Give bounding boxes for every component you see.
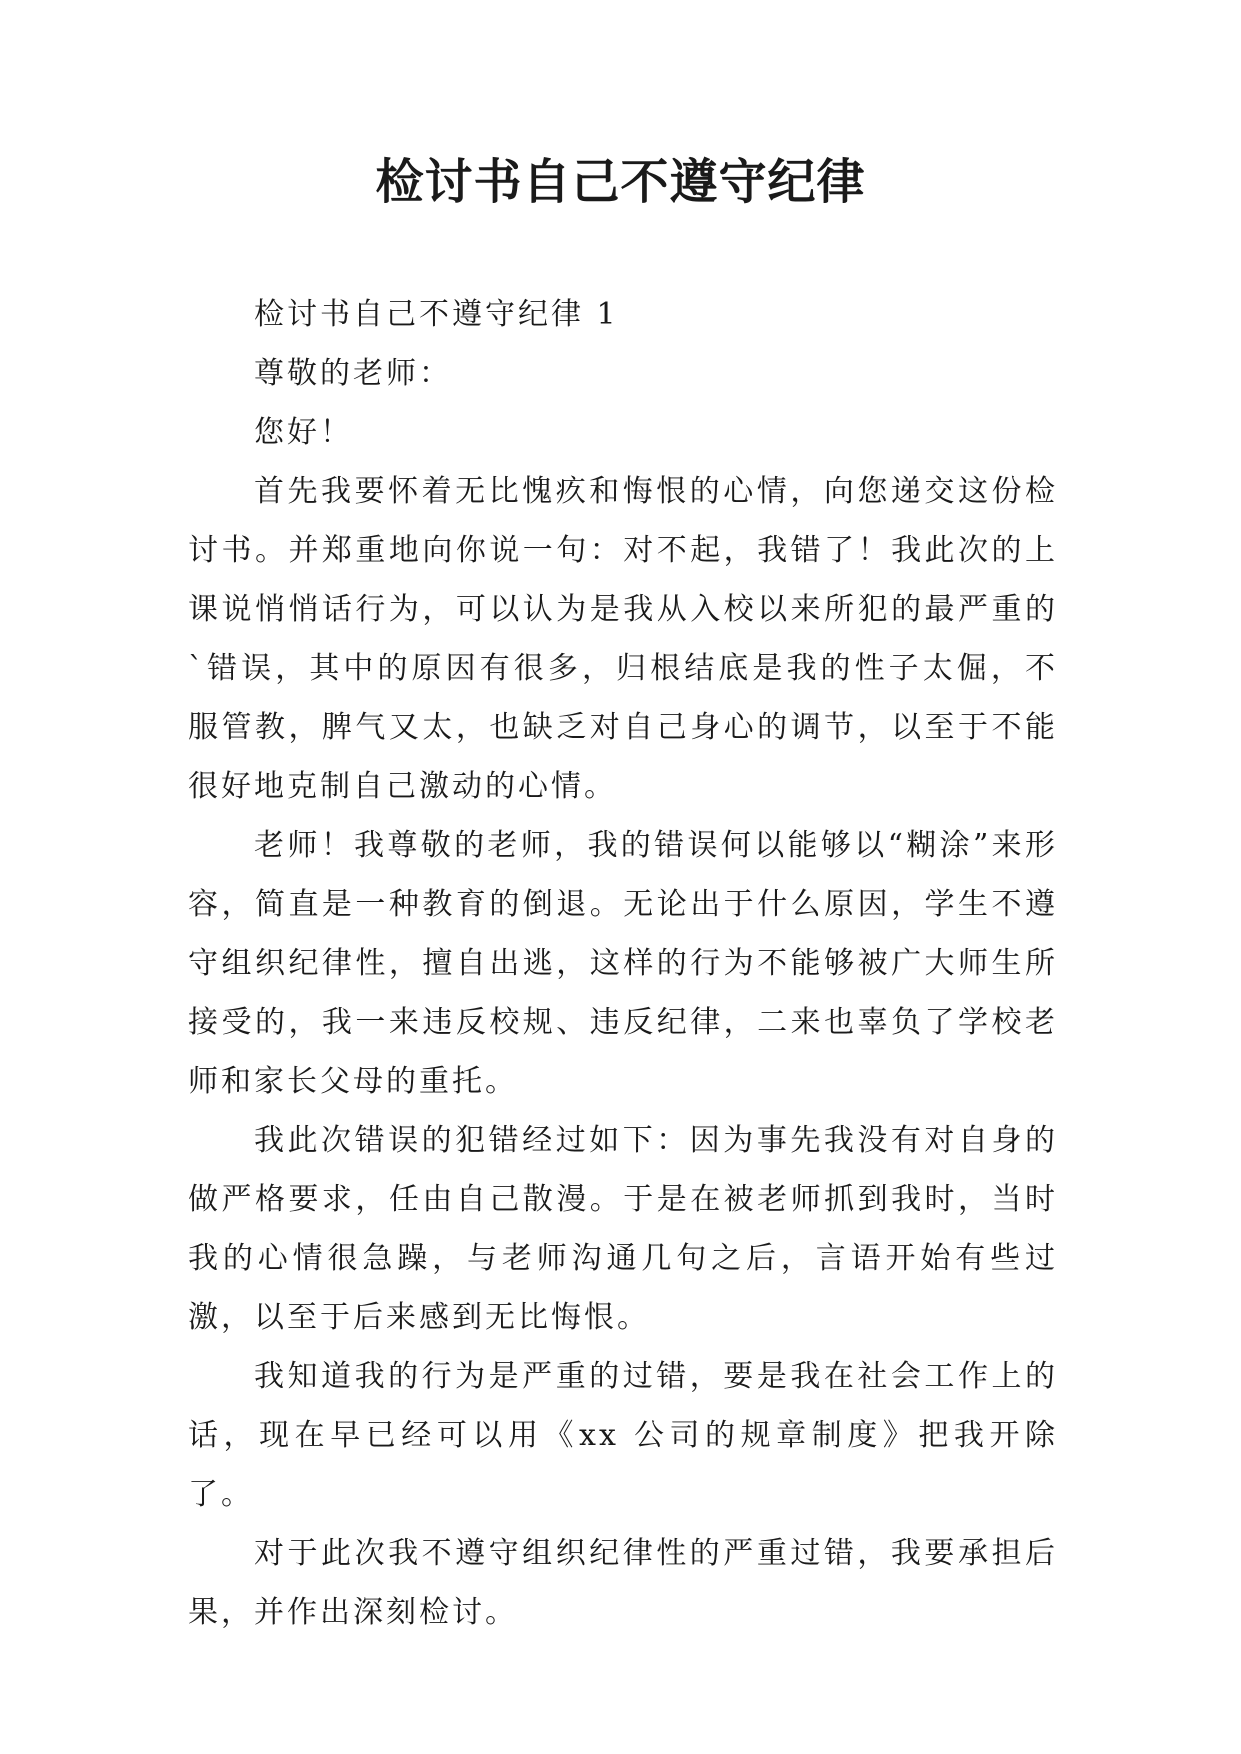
body-paragraph: 老师！我尊敬的老师，我的错误何以能够以“糊涂”来形容，简直是一种教育的倒退。无论出于什么原因，学生不遵守组织纪律性，擅自出逃，这样的行为不能够被广大师生所接受的，我一来违反校规、违反纪律，二来也辜负了学校老师和家长父母的重托。 [188,828,1058,1099]
body-paragraph: 对于此次我不遵守组织纪律性的严重过错，我要承担后果，并作出深刻检讨。 [188,1536,1058,1630]
greeting-paragraph: 您好！ [254,415,353,450]
subtitle-paragraph: 检讨书自己不遵守纪律 1 [254,297,619,332]
body-paragraph: 我此次错误的犯错经过如下：因为事先我没有对自身的做严格要求，任由自己散漫。于是在被老师抓到我时，当时我的心情很急躁，与老师沟通几句之后，言语开始有些过激，以至于后来感到无比悔恨。 [188,1123,1058,1335]
salutation-paragraph: 尊敬的老师： [254,356,452,391]
body-paragraph: 首先我要怀着无比愧疚和悔恨的心情，向您递交这份检讨书。并郑重地向你说一句：对不起，我错了！我此次的上课说悄悄话行为，可以认为是我从入校以来所犯的最严重的`错误，其中的原因有很多，归根结底是我的性子太倔，不服管教，脾气又太，也缺乏对自己身心的调节，以至于不能很好地克制自己激动的心情。 [188,474,1058,804]
document-body [188,285,1058,1642]
document-title: 检讨书自己不遵守纪律 [375,154,866,210]
body-paragraph: 我知道我的行为是严重的过错，要是我在社会工作上的话，现在早已经可以用《xx 公司的规章制度》把我开除了。 [188,1359,1058,1512]
